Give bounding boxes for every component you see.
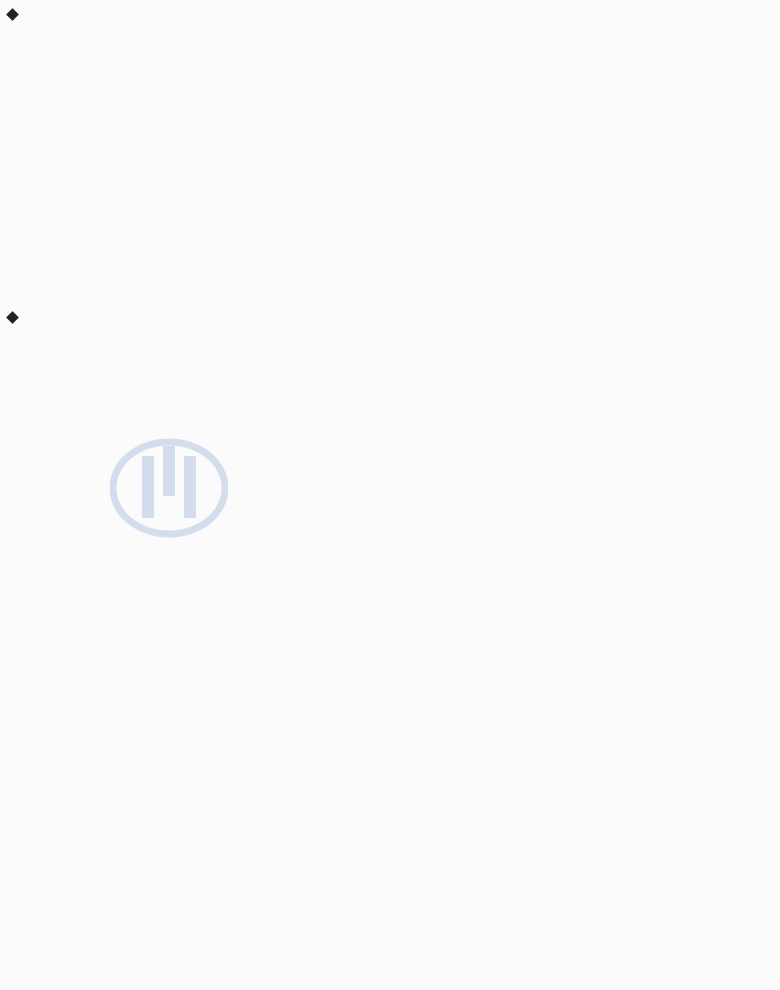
cn-section-title <box>8 311 25 327</box>
watermark-logo-icon <box>110 438 228 538</box>
diamond-bullet-icon <box>6 311 19 324</box>
performance-charts <box>0 0 780 300</box>
watermark <box>110 438 670 548</box>
